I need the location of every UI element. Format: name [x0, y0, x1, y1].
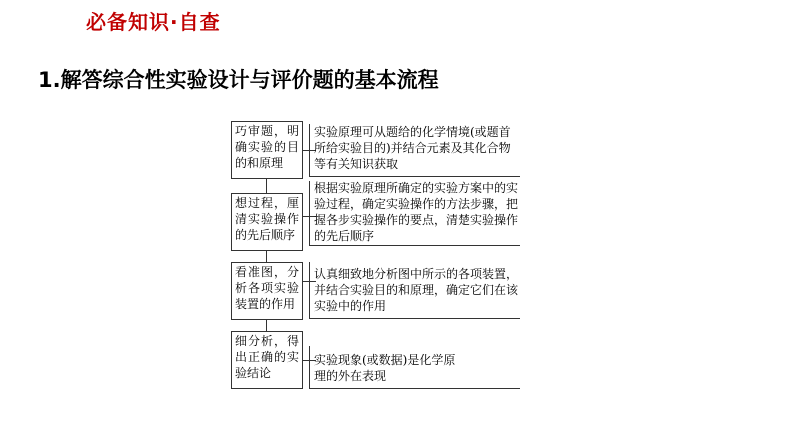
desc-bracket-4 — [309, 346, 310, 388]
step-description-1: 实验原理可从题给的化学情境(或题首所给实验目的)并结合元素及其化合物等有关知识获取 — [314, 125, 511, 171]
desc-bracket-4-bottom — [309, 388, 520, 389]
header-title: 必备知识·自查 — [86, 10, 221, 34]
desc-bracket-3 — [309, 262, 310, 318]
flow-connector — [266, 179, 267, 194]
step-description-3: 认真细致地分析图中所示的各项装置，并结合实验目的和原理，确定它们在该实验中的作用 — [314, 267, 519, 313]
step-description-4: 实验现象(或数据)是化学原理的外在表现 — [314, 353, 456, 383]
step-box-1: 巧审题，明确实验的目的和原理 — [231, 121, 303, 179]
step-box-4: 细分析，得出正确的实验结论 — [231, 331, 303, 389]
desc-bracket-3-bottom — [309, 318, 520, 319]
section-title: 1.解答综合性实验设计与评价题的基本流程 — [38, 68, 439, 92]
desc-bracket-1-bottom — [309, 176, 520, 177]
desc-bracket-2 — [309, 181, 310, 245]
step-description-2: 根据实验原理所确定的实验方案中的实验过程，确定实验操作的方法步骤，把握各步实验操作的要点，清楚实验操作的先后顺序 — [314, 181, 519, 243]
step-box-2: 想过程，厘清实验操作的先后顺序 — [231, 193, 303, 251]
desc-bracket-1 — [309, 124, 310, 176]
step-box-3: 看准图，分析各项实验装置的作用 — [231, 262, 303, 320]
desc-bracket-2-bottom — [309, 245, 520, 246]
